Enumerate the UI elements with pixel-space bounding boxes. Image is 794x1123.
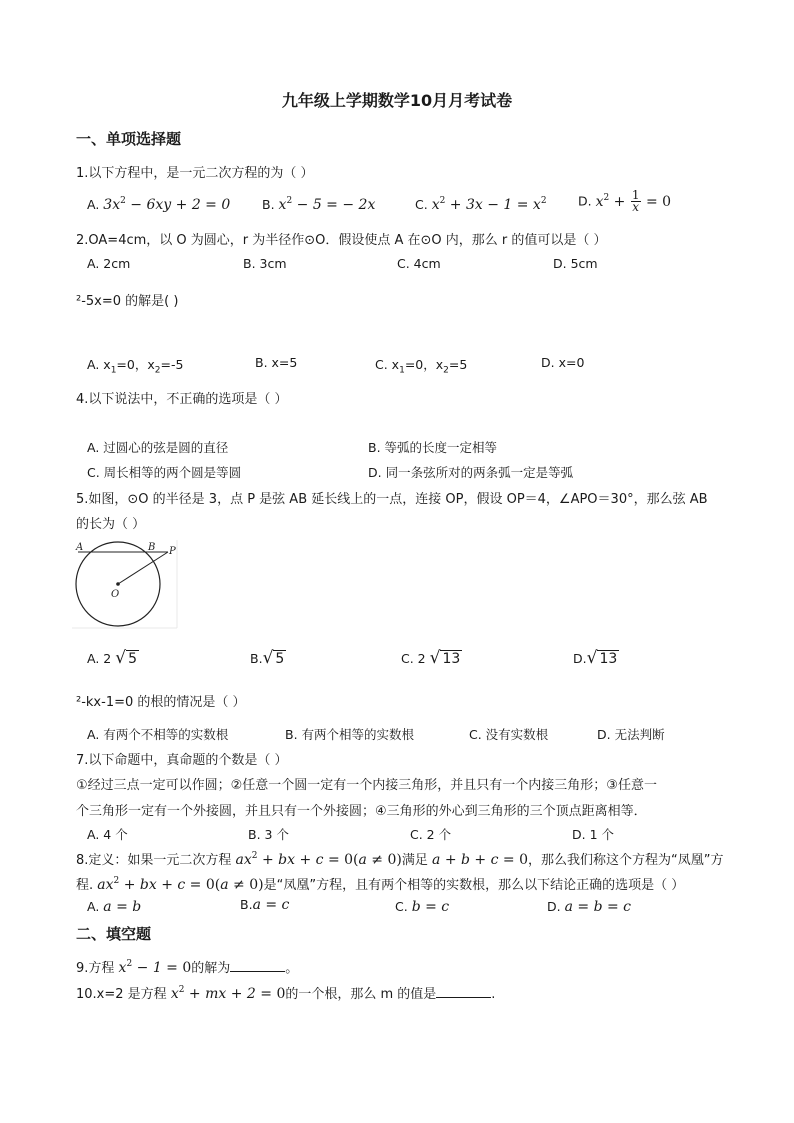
question-7-statements-line-2: 个三角形一定有一个外接圆，并且只有一个外接圆；④三角形的外心到三角形的三个顶点距离相等． xyxy=(76,804,647,819)
label-p: P xyxy=(169,546,176,557)
section-heading-multiple-choice: 一、单项选择题 xyxy=(76,130,182,148)
question-6-option-a: A. 有两个不相等的实数根 xyxy=(87,727,229,742)
label-a: A xyxy=(76,542,84,553)
q8-general-equation-2: $ax^2$ + bx + c = 0(a ≠ 0) xyxy=(97,876,264,893)
question-8-option-a: A. a = b xyxy=(87,899,142,915)
question-3-option-c: C. $x_1=0$，$x_2=5$ xyxy=(375,357,468,376)
question-2-stem: 2.OA=4cm，以 O 为圆心，r 为半径作⊙O．假设使点 A 在⊙O 内，那么 r 的值可以是（ ） xyxy=(76,233,607,248)
question-5-stem-line-1: 5.如图，⊙O 的半径是 3，点 P 是弦 AB 延长线上的一点，连接 OP，假设 OP＝4，∠APO＝30°，那么弦 AB xyxy=(76,492,708,507)
page-title: 九年级上学期数学10月月考试卷 xyxy=(281,91,513,110)
circle-geometry-figure xyxy=(72,540,182,630)
question-6-option-b: B. 有两个相等的实数根 xyxy=(285,727,415,742)
label-b: B xyxy=(148,542,156,553)
q8-condition: a + b + c = 0 xyxy=(432,852,528,868)
center-point-o xyxy=(116,582,120,586)
question-9: 9.方程 $x^2 - 1 = 0$的解为 。 xyxy=(76,959,299,976)
section-heading-fill-in: 二、填空题 xyxy=(76,925,152,943)
q10-equation: $x^2$ + mx + 2 = 0 xyxy=(170,985,286,1002)
q1-d-equation: $x^2$ + $\frac{1}{x}$ = 0 xyxy=(595,188,672,214)
question-4-stem: 4.以下说法中，不正确的选项是（ ） xyxy=(76,392,288,407)
label-o: O xyxy=(111,589,120,600)
q9-answer-blank[interactable] xyxy=(230,959,285,972)
question-7-statements-line-1: ①经过三点一定可以作圆；②任意一个圆一定有一个内接三角形，并且只有一个内接三角形；③任意一 xyxy=(76,778,657,793)
question-7-option-c: C. 2 个 xyxy=(410,827,452,842)
question-7-option-a: A. 4 个 xyxy=(87,827,128,842)
q10-answer-blank[interactable] xyxy=(436,985,491,998)
question-5-option-b: B.√ 5 xyxy=(250,648,285,668)
question-2-option-a: A. 2cm xyxy=(87,256,131,271)
question-3-option-a: A. $x_1=0$，$x_2=-5$ xyxy=(87,357,184,376)
question-5-option-a: A. 2 √ 5 xyxy=(87,648,137,668)
question-3-option-d: D. x=0 xyxy=(541,355,585,370)
question-4-option-b: B. 等弧的长度一定相等 xyxy=(368,440,498,455)
question-8-stem-line-1: 8.定义：如果一元二次方程 $ax^2$ + bx + c = 0(a ≠ 0)满足 a + b + c = 0，那么我们称这个方程为“凤凰”方 xyxy=(76,851,724,868)
question-1-stem: 1.以下方程中，是一元二次方程的为（ ） xyxy=(76,166,314,181)
question-7-option-d: D. 1 个 xyxy=(572,827,614,842)
question-5-stem-line-2: 的长为（ ） xyxy=(76,517,146,532)
q8-general-equation: $ax^2$ + bx + c = 0(a ≠ 0) xyxy=(235,851,402,868)
question-2-option-b: B. 3cm xyxy=(243,256,287,271)
question-1-option-d: D. $x^2$ + $\frac{1}{x}$ = 0 xyxy=(578,188,672,214)
question-2-option-d: D. 5cm xyxy=(553,256,598,271)
question-3-option-b: B. x=5 xyxy=(255,355,298,370)
question-3-stem: ²-5x=0 的解是( ) xyxy=(76,294,179,309)
question-4-option-d: D. 同一条弦所对的两条弧一定是等弧 xyxy=(368,465,574,480)
q1-b-equation: $x^2 - 5$ = − 2x xyxy=(278,196,376,213)
question-1-option-b: B. $x^2 - 5$ = − 2x xyxy=(262,196,376,213)
question-7-option-b: B. 3 个 xyxy=(248,827,289,842)
question-8-stem-line-2: 程. $ax^2$ + bx + c = 0(a ≠ 0)是“凤凰”方程，且有两个相等的实数根，那么以下结论正确的选项是（ ） xyxy=(76,876,685,893)
question-1-option-c: C. $x^2 + 3x - 1 = x^2$ xyxy=(415,196,547,213)
question-6-option-d: D. 无法判断 xyxy=(597,727,665,742)
question-4-option-c: C. 周长相等的两个圆是等圆 xyxy=(87,465,242,480)
q9-equation: $x^2 - 1 = 0$ xyxy=(118,959,192,976)
question-5-option-c: C. 2 √ 13 xyxy=(401,648,461,668)
question-8-option-d: D. a = b = c xyxy=(547,899,632,915)
question-8-option-c: C. b = c xyxy=(395,899,450,915)
q1-a-equation: $3x^2 - 6xy + 2 = 0$ xyxy=(103,196,231,213)
question-6-stem: ²-kx-1=0 的根的情况是（ ） xyxy=(76,695,246,710)
question-4-option-a: A. 过圆心的弦是圆的直径 xyxy=(87,440,229,455)
question-1-option-a: A. $3x^2 - 6xy + 2 = 0$ xyxy=(87,196,231,213)
question-10: 10.x=2 是方程 $x^2$ + mx + 2 = 0的一个根，那么 m 的值是 . xyxy=(76,985,496,1002)
question-7-stem: 7.以下命题中，真命题的个数是（ ） xyxy=(76,753,288,768)
question-8-option-b: B.a = c xyxy=(240,897,290,913)
question-6-option-c: C. 没有实数根 xyxy=(469,727,549,742)
q1-c-equation: $x^2 + 3x - 1 = x^2$ xyxy=(431,196,547,213)
question-5-option-d: D.√ 13 xyxy=(573,648,618,668)
question-2-option-c: C. 4cm xyxy=(397,256,441,271)
